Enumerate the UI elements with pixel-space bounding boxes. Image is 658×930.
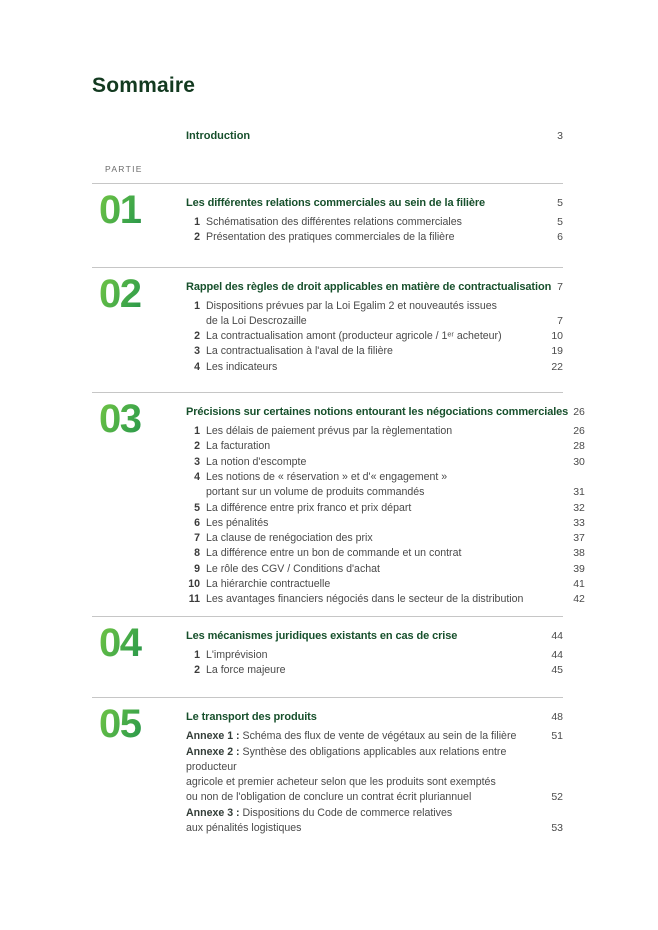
toc-item-text: Présentation des pratiques commerciales de la filière (206, 231, 455, 244)
toc-item (186, 546, 585, 561)
section-body (186, 184, 563, 246)
toc-item (186, 501, 585, 516)
toc-item-page-number: 19 (551, 345, 563, 358)
toc-item-number: 4 (194, 360, 200, 373)
toc-item-number: 2 (194, 440, 200, 453)
toc-item (186, 470, 585, 501)
toc-item-page-number: 31 (573, 486, 585, 499)
toc-item-page-number: 10 (551, 330, 563, 343)
toc-item-text: La différence entre prix franco et prix départ (206, 501, 412, 514)
toc-item-number: 3 (194, 455, 200, 468)
section-title-row (186, 629, 563, 644)
section-number-column (92, 698, 186, 836)
section-page-number: 48 (551, 711, 563, 724)
toc-annexe (186, 729, 563, 744)
toc-item-number: 11 (188, 593, 200, 606)
section-number: 02 (99, 274, 186, 314)
section-number-column (92, 268, 186, 375)
toc-item-text: La notion d'escompte (206, 455, 307, 468)
toc-item (186, 648, 563, 663)
toc-item-number: 4 (194, 470, 200, 483)
toc-item-number: 2 (194, 330, 200, 343)
toc-section (92, 616, 563, 698)
toc-item-page-number: 7 (557, 314, 563, 327)
toc-item (186, 439, 585, 454)
toc-item (186, 424, 585, 439)
toc-item-text: La hiérarchie contractuelle (206, 578, 331, 591)
toc-item-text: La facturation (206, 440, 271, 453)
toc-item-number: 1 (194, 648, 200, 661)
toc-item-number: 3 (194, 345, 200, 358)
toc-item (186, 531, 585, 546)
toc-item-page-number: 41 (573, 578, 585, 591)
table-of-contents (92, 130, 585, 836)
toc-sections (92, 183, 585, 836)
section-number-column (92, 617, 186, 679)
toc-section (92, 697, 563, 836)
section-number: 05 (99, 704, 186, 744)
section-title-row (186, 280, 563, 295)
section-page-number: 44 (551, 629, 563, 642)
toc-annexe-page-number: 52 (551, 791, 563, 804)
toc-item-number: 9 (194, 562, 200, 575)
section-items (186, 299, 563, 375)
toc-item-text: La contractualisation à l'aval de la filière (206, 345, 393, 358)
annexe-label: Annexe 1 : (186, 730, 240, 743)
toc-item-page-number: 5 (557, 216, 563, 228)
section-title: Les mécanismes juridiques existants en cas de crise (186, 629, 458, 642)
toc-item-number: 1 (194, 299, 200, 312)
section-title: Précisions sur certaines notions entourant les négociations commerciales (186, 406, 569, 419)
toc-item-number: 10 (188, 578, 200, 591)
toc-item-number: 2 (194, 231, 200, 244)
toc-item-number: 6 (194, 516, 200, 529)
toc-item (186, 344, 563, 359)
toc-annexe-text: Annexe 1 : Schéma des flux de vente de végétaux au sein de la filière (186, 730, 517, 743)
toc-item-text: Les indicateurs (206, 360, 278, 373)
section-body (186, 698, 563, 836)
toc-section (92, 267, 563, 392)
partie-label: PARTIE (105, 164, 143, 174)
toc-item (186, 299, 563, 330)
toc-item-text: La différence entre un bon de commande et un contrat (206, 547, 462, 560)
toc-item-text: La contractualisation amont (producteur agricole / 1ᵉʳ acheteur) (206, 330, 502, 343)
toc-item-page-number: 45 (551, 663, 563, 676)
toc-annexe-page-number: 53 (551, 822, 563, 835)
intro-page-number: 3 (557, 130, 563, 142)
section-number-column (92, 184, 186, 246)
section-items (186, 424, 585, 608)
toc-item (186, 215, 563, 230)
toc-item-text: Dispositions prévues par la Loi Egalim 2 et nouveautés issues de la Loi Descrozaille (206, 299, 497, 327)
toc-item-text: Les pénalités (206, 516, 269, 529)
toc-item-page-number: 37 (573, 532, 585, 545)
toc-section (92, 183, 563, 267)
toc-item-text: La force majeure (206, 663, 286, 676)
toc-item (186, 455, 585, 470)
toc-item-text: Le rôle des CGV / Conditions d'achat (206, 562, 380, 575)
section-page-number: 7 (557, 280, 563, 293)
toc-item-number: 5 (194, 501, 200, 514)
toc-item-number: 8 (194, 547, 200, 560)
toc-item-text: Les délais de paiement prévus par la règlementation (206, 425, 453, 438)
page-title: Sommaire (92, 74, 196, 97)
toc-item-page-number: 32 (573, 501, 585, 514)
section-items (186, 729, 563, 836)
section-number: 03 (99, 399, 186, 439)
section-title-row (186, 405, 585, 420)
section-title: Rappel des règles de droit applicables en matière de contractualisation (186, 280, 552, 293)
toc-item (186, 516, 585, 531)
section-title-row (186, 196, 563, 211)
section-number: 04 (99, 623, 186, 663)
section-title-row (186, 710, 563, 725)
toc-item (186, 592, 585, 607)
toc-item-page-number: 30 (573, 455, 585, 468)
section-body (186, 617, 563, 679)
toc-annexe-page-number: 51 (551, 730, 563, 743)
toc-item-text: Les avantages financiers négociés dans le secteur de la distribution (206, 593, 524, 606)
toc-item-text: La clause de renégociation des prix (206, 532, 373, 545)
toc-item-number: 1 (194, 425, 200, 438)
section-title: Les différentes relations commerciales au sein de la filière (186, 197, 486, 209)
toc-item (186, 663, 563, 678)
annexe-label: Annexe 3 : (186, 806, 240, 819)
toc-item (186, 577, 585, 592)
toc-item (186, 562, 585, 577)
toc-item-page-number: 33 (573, 516, 585, 529)
toc-item-page-number: 39 (573, 562, 585, 575)
section-body (186, 393, 585, 608)
toc-item-number: 7 (194, 532, 200, 545)
section-body (186, 268, 563, 375)
section-page-number: 26 (573, 406, 585, 419)
section-number-column (92, 393, 186, 608)
section-items (186, 648, 563, 679)
toc-item-text: L'imprévision (206, 648, 268, 661)
section-number: 01 (99, 190, 186, 230)
section-page-number: 5 (557, 197, 563, 209)
toc-item (186, 230, 563, 245)
toc-item-text: Schématisation des différentes relations commerciales (206, 216, 462, 228)
toc-item-page-number: 28 (573, 440, 585, 453)
toc-item-number: 2 (194, 663, 200, 676)
toc-item-page-number: 22 (551, 360, 563, 373)
toc-annexe (186, 745, 563, 806)
toc-intro-row (186, 130, 563, 142)
annexe-label: Annexe 2 : (186, 745, 240, 758)
toc-annexe-text: Annexe 3 : Dispositions du Code de commerce relatives aux pénalités logistiques (186, 806, 453, 835)
toc-item-number: 1 (194, 216, 200, 228)
toc-annexe-text: Annexe 2 : Synthèse des obligations applicables aux relations entre producteur agricole et premier acheteur selon que les produits sont exemptés ou non de l'obligation de conclure un contrat écrit pluriannuel (186, 745, 507, 804)
intro-label: Introduction (186, 130, 251, 142)
toc-item (186, 329, 563, 344)
toc-item-page-number: 44 (551, 648, 563, 661)
toc-annexe (186, 806, 563, 837)
toc-item-page-number: 38 (573, 547, 585, 560)
toc-item (186, 360, 563, 375)
toc-item-page-number: 26 (573, 425, 585, 438)
toc-item-page-number: 42 (573, 593, 585, 606)
toc-item-page-number: 6 (557, 231, 563, 244)
section-title: Le transport des produits (186, 711, 317, 724)
section-items (186, 215, 563, 246)
toc-item-text: Les notions de « réservation » et d'« engagement » portant sur un volume de produits commandés (206, 470, 448, 499)
toc-section (92, 392, 585, 616)
